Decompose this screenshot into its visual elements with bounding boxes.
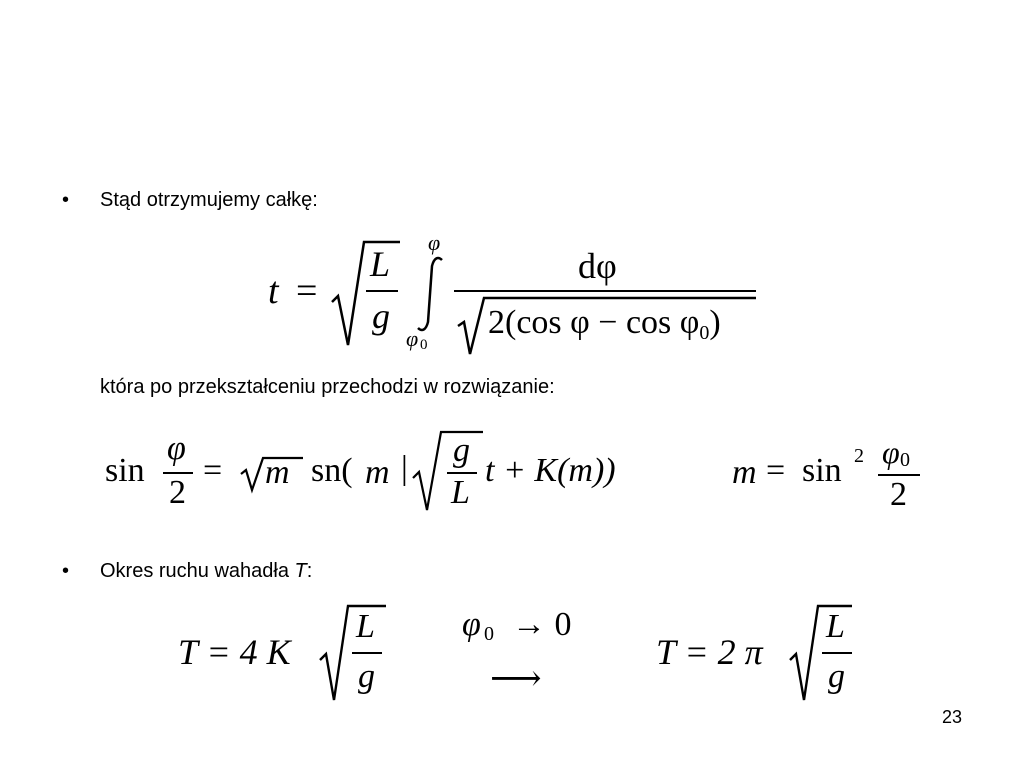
- solution-equation: [105, 430, 665, 515]
- numerator-dphi: dφ: [578, 246, 617, 286]
- var-L: L: [370, 244, 391, 284]
- var-m: m: [732, 454, 757, 491]
- var-t: t: [268, 270, 279, 312]
- separator-bar: |: [401, 450, 408, 487]
- var-phi: φ: [882, 434, 900, 470]
- period-lhs: T = 4 K: [178, 632, 291, 672]
- page-number: 23: [941, 707, 962, 727]
- sn-func: sn(: [311, 452, 353, 489]
- integral-lower-sub: 0: [420, 337, 428, 353]
- var-g: g: [358, 658, 375, 695]
- fraction-bar: [822, 652, 852, 654]
- sqrt-radical: [411, 430, 483, 512]
- var-g: g: [453, 432, 470, 469]
- superscript-two: 2: [854, 445, 864, 467]
- sin-func: sin: [105, 452, 145, 489]
- period-lhs: T = 2 π: [656, 632, 763, 672]
- parameter-equation: [732, 436, 932, 516]
- var-L: L: [826, 608, 845, 645]
- var-phi: φ: [462, 606, 481, 643]
- integral-equation: [260, 232, 770, 357]
- equation-tail: t + K(m)): [485, 452, 616, 489]
- arrow-to-zero: → 0: [512, 606, 572, 643]
- equals-sign: =: [296, 270, 318, 312]
- fraction-bar: [352, 652, 382, 654]
- var-g: g: [828, 658, 845, 695]
- var-m: m: [265, 454, 290, 491]
- denominator-text: 2(cos φ − cos φ0): [488, 304, 721, 344]
- fraction-bar: [366, 290, 398, 292]
- var-L: L: [451, 474, 470, 511]
- equals-sign: =: [203, 452, 223, 489]
- denominator-two: 2: [890, 476, 907, 513]
- fraction-bar: [454, 290, 756, 292]
- integral-lower-limit: φ: [406, 326, 419, 351]
- integral-sign-icon: [412, 256, 448, 332]
- var-g: g: [372, 296, 390, 336]
- bullet-marker: •: [62, 189, 70, 211]
- subscript-zero: 0: [900, 449, 910, 471]
- var-m: m: [365, 454, 390, 491]
- integral-upper-limit: φ: [428, 230, 441, 255]
- equals-sign: =: [766, 452, 786, 489]
- bullet-text: Stąd otrzymujemy całkę:: [100, 189, 318, 211]
- continuation-text: która po przekształceniu przechodzi w rozwiązanie:: [100, 376, 555, 398]
- long-arrow-icon: ⟶: [490, 658, 542, 698]
- period-equation: [178, 604, 398, 704]
- subscript-zero: 0: [484, 623, 494, 645]
- var-L: L: [356, 608, 375, 645]
- small-angle-period-equation: [656, 604, 856, 704]
- var-phi: φ: [167, 430, 186, 467]
- denominator-two: 2: [169, 474, 186, 511]
- sin-func: sin: [802, 452, 842, 489]
- bullet-marker: •: [62, 560, 70, 582]
- limit-annotation: [462, 608, 602, 698]
- bullet-text: Okres ruchu wahadła T:: [100, 560, 313, 582]
